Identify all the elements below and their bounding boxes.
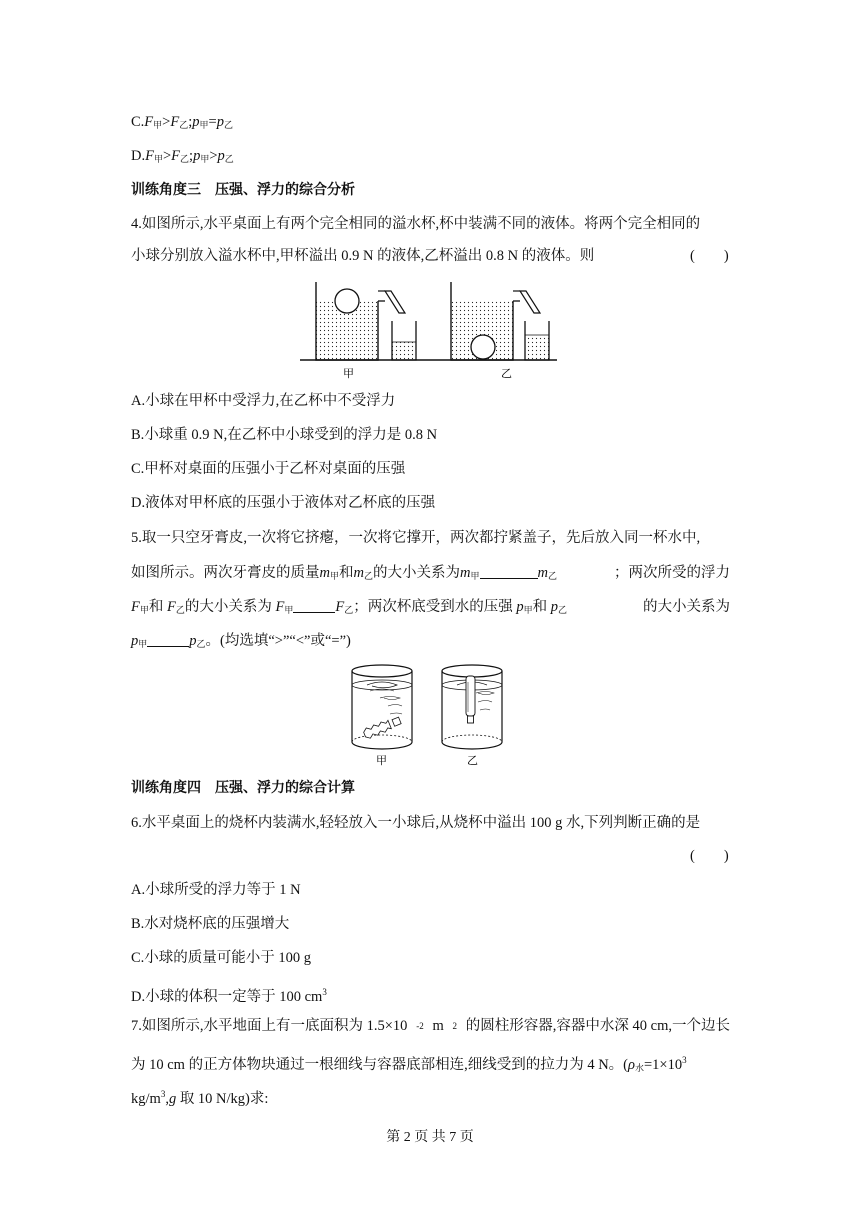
q4-option-d: D.液体对甲杯底的压强小于液体对乙杯底的压强 <box>131 495 436 511</box>
sub-jia: 甲 <box>139 605 149 615</box>
sub-yi: 乙 <box>175 605 185 615</box>
var-m: m <box>460 565 471 581</box>
var-p: p <box>217 148 225 164</box>
var-f: F <box>144 114 154 130</box>
var-m: m <box>319 565 330 581</box>
beaker-yi <box>525 321 549 360</box>
q4-option-b: B.小球重 0.9 N,在乙杯中小球受到的浮力是 0.8 N <box>131 427 438 443</box>
superscript: -2 <box>416 1021 424 1031</box>
superscript: 3 <box>322 987 327 997</box>
q4-stem-line1: 4.如图所示,水平桌面上有两个完全相同的溢水杯,杯中装满不同的液体。将两个完全相同的 <box>131 216 701 232</box>
sub-yi: 乙 <box>180 154 190 164</box>
q3-option-d <box>131 146 234 169</box>
relation: > <box>162 114 171 130</box>
separator: ; <box>189 148 194 164</box>
q4-option-a: A.小球在甲杯中受浮力,在乙杯中不受浮力 <box>131 393 396 409</box>
sub-jia: 甲 <box>329 571 339 581</box>
q6-stem-line1: 6.水平桌面上的烧杯内装满水,轻轻放入一小球后,从烧杯中溢出 100 g 水,下列判断正确的是 <box>131 815 701 831</box>
q5-line2-seg-b: ；两次所受的浮力 <box>614 565 730 581</box>
figure-label-yi: 乙 <box>501 367 512 380</box>
q3-option-c <box>131 112 233 135</box>
sub-jia: 甲 <box>470 571 480 581</box>
answer-parentheses: ( ) <box>690 248 729 264</box>
figure-label-jia: 甲 <box>376 754 387 767</box>
figure-label-jia: 甲 <box>343 367 354 380</box>
var-f: F <box>335 599 345 615</box>
answer-parentheses: ( ) <box>690 848 729 864</box>
var-f: F <box>167 599 176 615</box>
sub-yi: 乙 <box>196 639 206 649</box>
sub-yi: 乙 <box>224 154 234 164</box>
figure-label-yi: 乙 <box>467 754 478 767</box>
var-m: m <box>537 565 548 581</box>
inflated-tube <box>466 676 475 723</box>
sub-jia: 甲 <box>523 605 533 615</box>
overflow-cups-figure <box>295 277 565 382</box>
superscript: 3 <box>682 1055 687 1065</box>
q5-line3-seg-a: $F_甲$和 $F_乙$的大小关系为 $F_甲$ $F_乙$；两次杯底受到水的压强 $p_甲$和 $p_乙$ <box>131 599 568 615</box>
var-g: g <box>168 1091 177 1107</box>
q6-option-a: A.小球所受的浮力等于 1 N <box>131 882 301 898</box>
option-label: C. <box>131 114 145 130</box>
separator: ; <box>188 114 193 130</box>
q7-stem-line1: 7.如图所示,水平地面上有一底面积为 1.5×10 -2 m 2 的圆柱形容器,容器中水深 40 cm,一个边长 <box>131 1018 730 1034</box>
sub-yi: 乙 <box>558 605 568 615</box>
q5-stem-line1: 5.取一只空牙膏皮,一次将它挤瘪，一次将它撑开，两次都拧紧盖子，先后放入同一杯水中, <box>131 530 701 546</box>
beaker-yi <box>442 665 502 749</box>
relation: > <box>209 148 218 164</box>
sub-yi: 乙 <box>223 120 233 130</box>
q5-line3-seg-b: 的大小关系为 <box>643 599 730 615</box>
sub-jia: 甲 <box>138 639 148 649</box>
q5-line2-seg-a: 如图所示。两次牙膏皮的质量$m_甲$和$m_乙$的大小关系为$m_甲$ $m_乙$ <box>131 565 557 581</box>
page-number-footer: 第 2 页 共 7 页 <box>386 1130 474 1145</box>
sub-water: 水 <box>634 1063 644 1073</box>
q4-option-c: C.甲杯对桌面的压强小于乙杯对桌面的压强 <box>131 461 406 477</box>
relation: = <box>208 114 217 130</box>
var-f: F <box>171 148 181 164</box>
var-p: p <box>193 148 201 164</box>
sub-jia: 甲 <box>284 605 294 615</box>
var-f: F <box>145 148 154 164</box>
answer-blank-mass[interactable] <box>480 564 538 579</box>
var-p: p <box>131 633 139 649</box>
section-heading: 训练角度三 压强、浮力的综合分析 <box>131 182 355 198</box>
var-p: p <box>189 633 197 649</box>
var-rho: ρ <box>628 1057 635 1073</box>
superscript: 3 <box>160 1089 166 1099</box>
var-f: F <box>131 599 140 615</box>
q4-stem-line2: 小球分别放入溢水杯中,甲杯溢出 0.9 N 的液体,乙杯溢出 0.8 N 的液体。则 <box>131 248 595 264</box>
toothpaste-beakers-figure <box>340 660 520 770</box>
var-p: p <box>516 599 524 615</box>
var-f: F <box>170 114 180 130</box>
q6-option-d: D.小球的体积一定等于 100 $cm^3$ <box>131 987 327 1005</box>
var-f: F <box>275 599 285 615</box>
q6-option-c: C.小球的质量可能小于 100 g <box>131 950 312 966</box>
sub-yi: 乙 <box>179 120 189 130</box>
var-p: p <box>216 114 224 130</box>
beaker-jia <box>352 665 412 749</box>
q7-stem-line3: $kg/m^3,g$ 取 10 N/kg)求: <box>131 1089 269 1107</box>
q5-stem-line3 <box>131 597 730 620</box>
answer-blank-pressure[interactable] <box>147 632 189 647</box>
sub-yi: 乙 <box>344 605 354 615</box>
beaker-jia <box>392 321 416 360</box>
section-heading: 训练角度四 压强、浮力的综合计算 <box>131 780 355 796</box>
answer-blank-buoyancy[interactable] <box>293 598 335 613</box>
sub-jia: 甲 <box>153 154 163 164</box>
sub-yi: 乙 <box>363 571 373 581</box>
sub-jia: 甲 <box>199 120 209 130</box>
q6-option-b: B.水对烧杯底的压强增大 <box>131 916 290 932</box>
ball <box>335 289 359 313</box>
q7-stem-line2: 为 10 cm 的正方体物块通过一根细线与容器底部相连,细线受到的拉力为 4 N。($\rho_水=1\times 10^3$ <box>131 1055 687 1073</box>
var-m: m <box>353 565 364 581</box>
ball <box>471 335 495 359</box>
option-label: D. <box>131 148 146 164</box>
q5-stem-line4: $p_甲$ $p_乙$。(均选填“>”“<”或“=”) <box>131 633 351 649</box>
sub-jia: 甲 <box>200 154 210 164</box>
relation: > <box>162 148 172 164</box>
sub-jia: 甲 <box>153 120 163 130</box>
var-p: p <box>192 114 200 130</box>
q5-stem-line2 <box>131 563 730 586</box>
sub-yi: 乙 <box>547 571 557 581</box>
var-p: p <box>550 599 559 615</box>
superscript: 2 <box>452 1021 458 1031</box>
